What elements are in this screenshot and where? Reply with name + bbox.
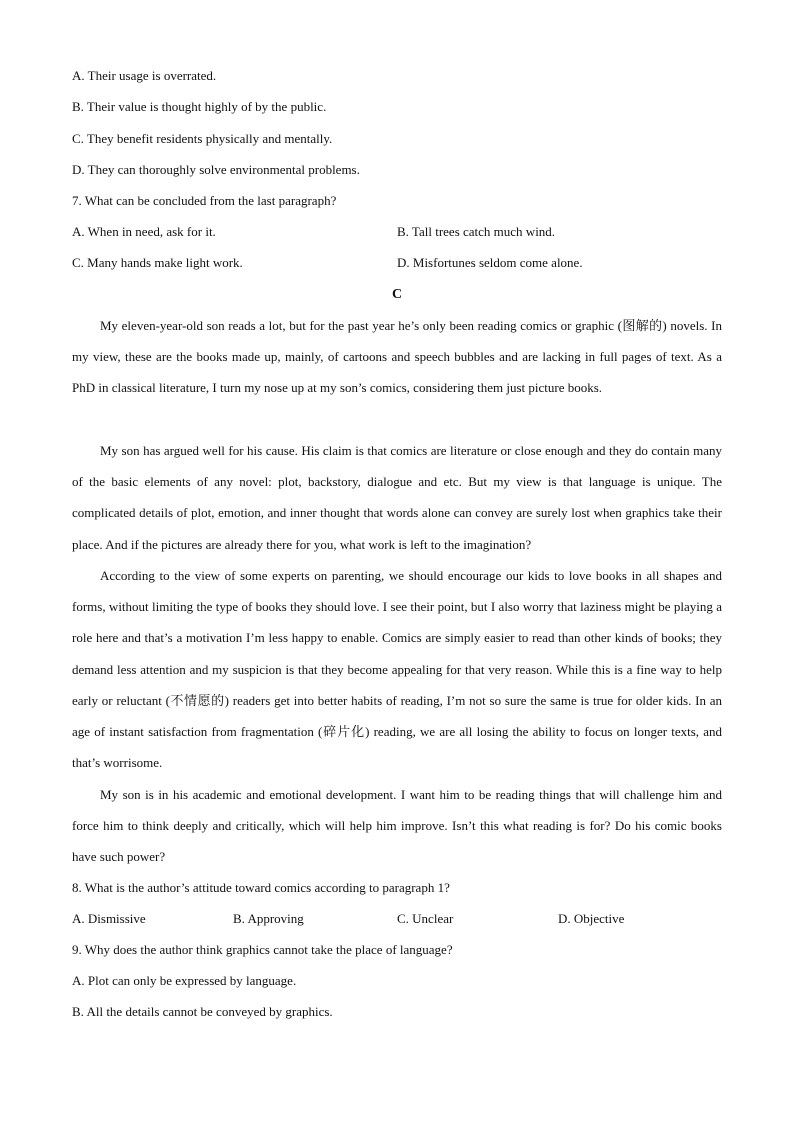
q6-option-c: C. They benefit residents physically and mentally.: [72, 131, 333, 146]
q9-question: 9. Why does the author think graphics cannot take the place of language?: [72, 942, 453, 957]
q6-option-b: B. Their value is thought highly of by the public.: [72, 99, 327, 114]
q9-option-b: B. All the details cannot be conveyed by graphics.: [72, 1004, 333, 1019]
q9-option-a: A. Plot can only be expressed by language.: [72, 973, 297, 988]
q7-option-a: A. When in need, ask for it.: [72, 224, 216, 239]
passage-paragraph-4: My son is in his academic and emotional development. I want him to be reading things that will challenge him and force him to think deeply and critically, which will help him improve. Isn’t this what reading is for? Do his comic books have such power?: [72, 787, 722, 865]
q6-option-d: D. They can thoroughly solve environmental problems.: [72, 162, 360, 177]
q7-option-b: B. Tall trees catch much wind.: [397, 224, 556, 239]
q8-option-a: A. Dismissive: [72, 911, 146, 926]
q8-option-c: C. Unclear: [397, 911, 454, 926]
passage-paragraph-3: According to the view of some experts on parenting, we should encourage our kids to love books in all shapes and forms, without limiting the type of books they should love. I see their point, but I also worry that laziness might be playing a role here and that’s a motivation I’m less happy to enable. Comics are simply easier to read than other kinds of books; they demand less attention and my suspicion is that they become appealing for that very reason. While this is a fine way to help early or reluctant (不情愿的) readers get into better habits of reading, I’m not so sure the same is true for older kids. In an age of instant satisfaction from fragmentation (碎片化) reading, we are all losing the ability to focus on longer texts, and that’s worrisome.: [72, 568, 722, 771]
q8-option-d: D. Objective: [558, 911, 625, 926]
q8-question: 8. What is the author’s attitude toward comics according to paragraph 1?: [72, 880, 450, 895]
passage-paragraph-2: My son has argued well for his cause. His claim is that comics are literature or close enough and they do contain many of the basic elements of any novel: plot, backstory, dialogue and etc. But my view is that language is unique. The complicated details of plot, emotion, and inner thought that words alone can convey are surely lost when graphics take their place. And if the pictures are already there for you, what work is left to the imagination?: [72, 443, 722, 552]
q7-question: 7. What can be concluded from the last paragraph?: [72, 193, 337, 208]
q8-option-b: B. Approving: [233, 911, 304, 926]
q6-option-a: A. Their usage is overrated.: [72, 68, 217, 83]
q7-option-d: D. Misfortunes seldom come alone.: [397, 255, 583, 270]
q7-option-c: C. Many hands make light work.: [72, 255, 243, 270]
passage-paragraph-1: My eleven-year-old son reads a lot, but for the past year he’s only been reading comics or graphic (图解的) novels. In my view, these are the books made up, mainly, of cartoons and speech bubbles and are lacking in full pages of text. As a PhD in classical literature, I turn my nose up at my son’s comics, considering them just picture books.: [72, 318, 722, 396]
section-heading: C: [391, 287, 403, 302]
